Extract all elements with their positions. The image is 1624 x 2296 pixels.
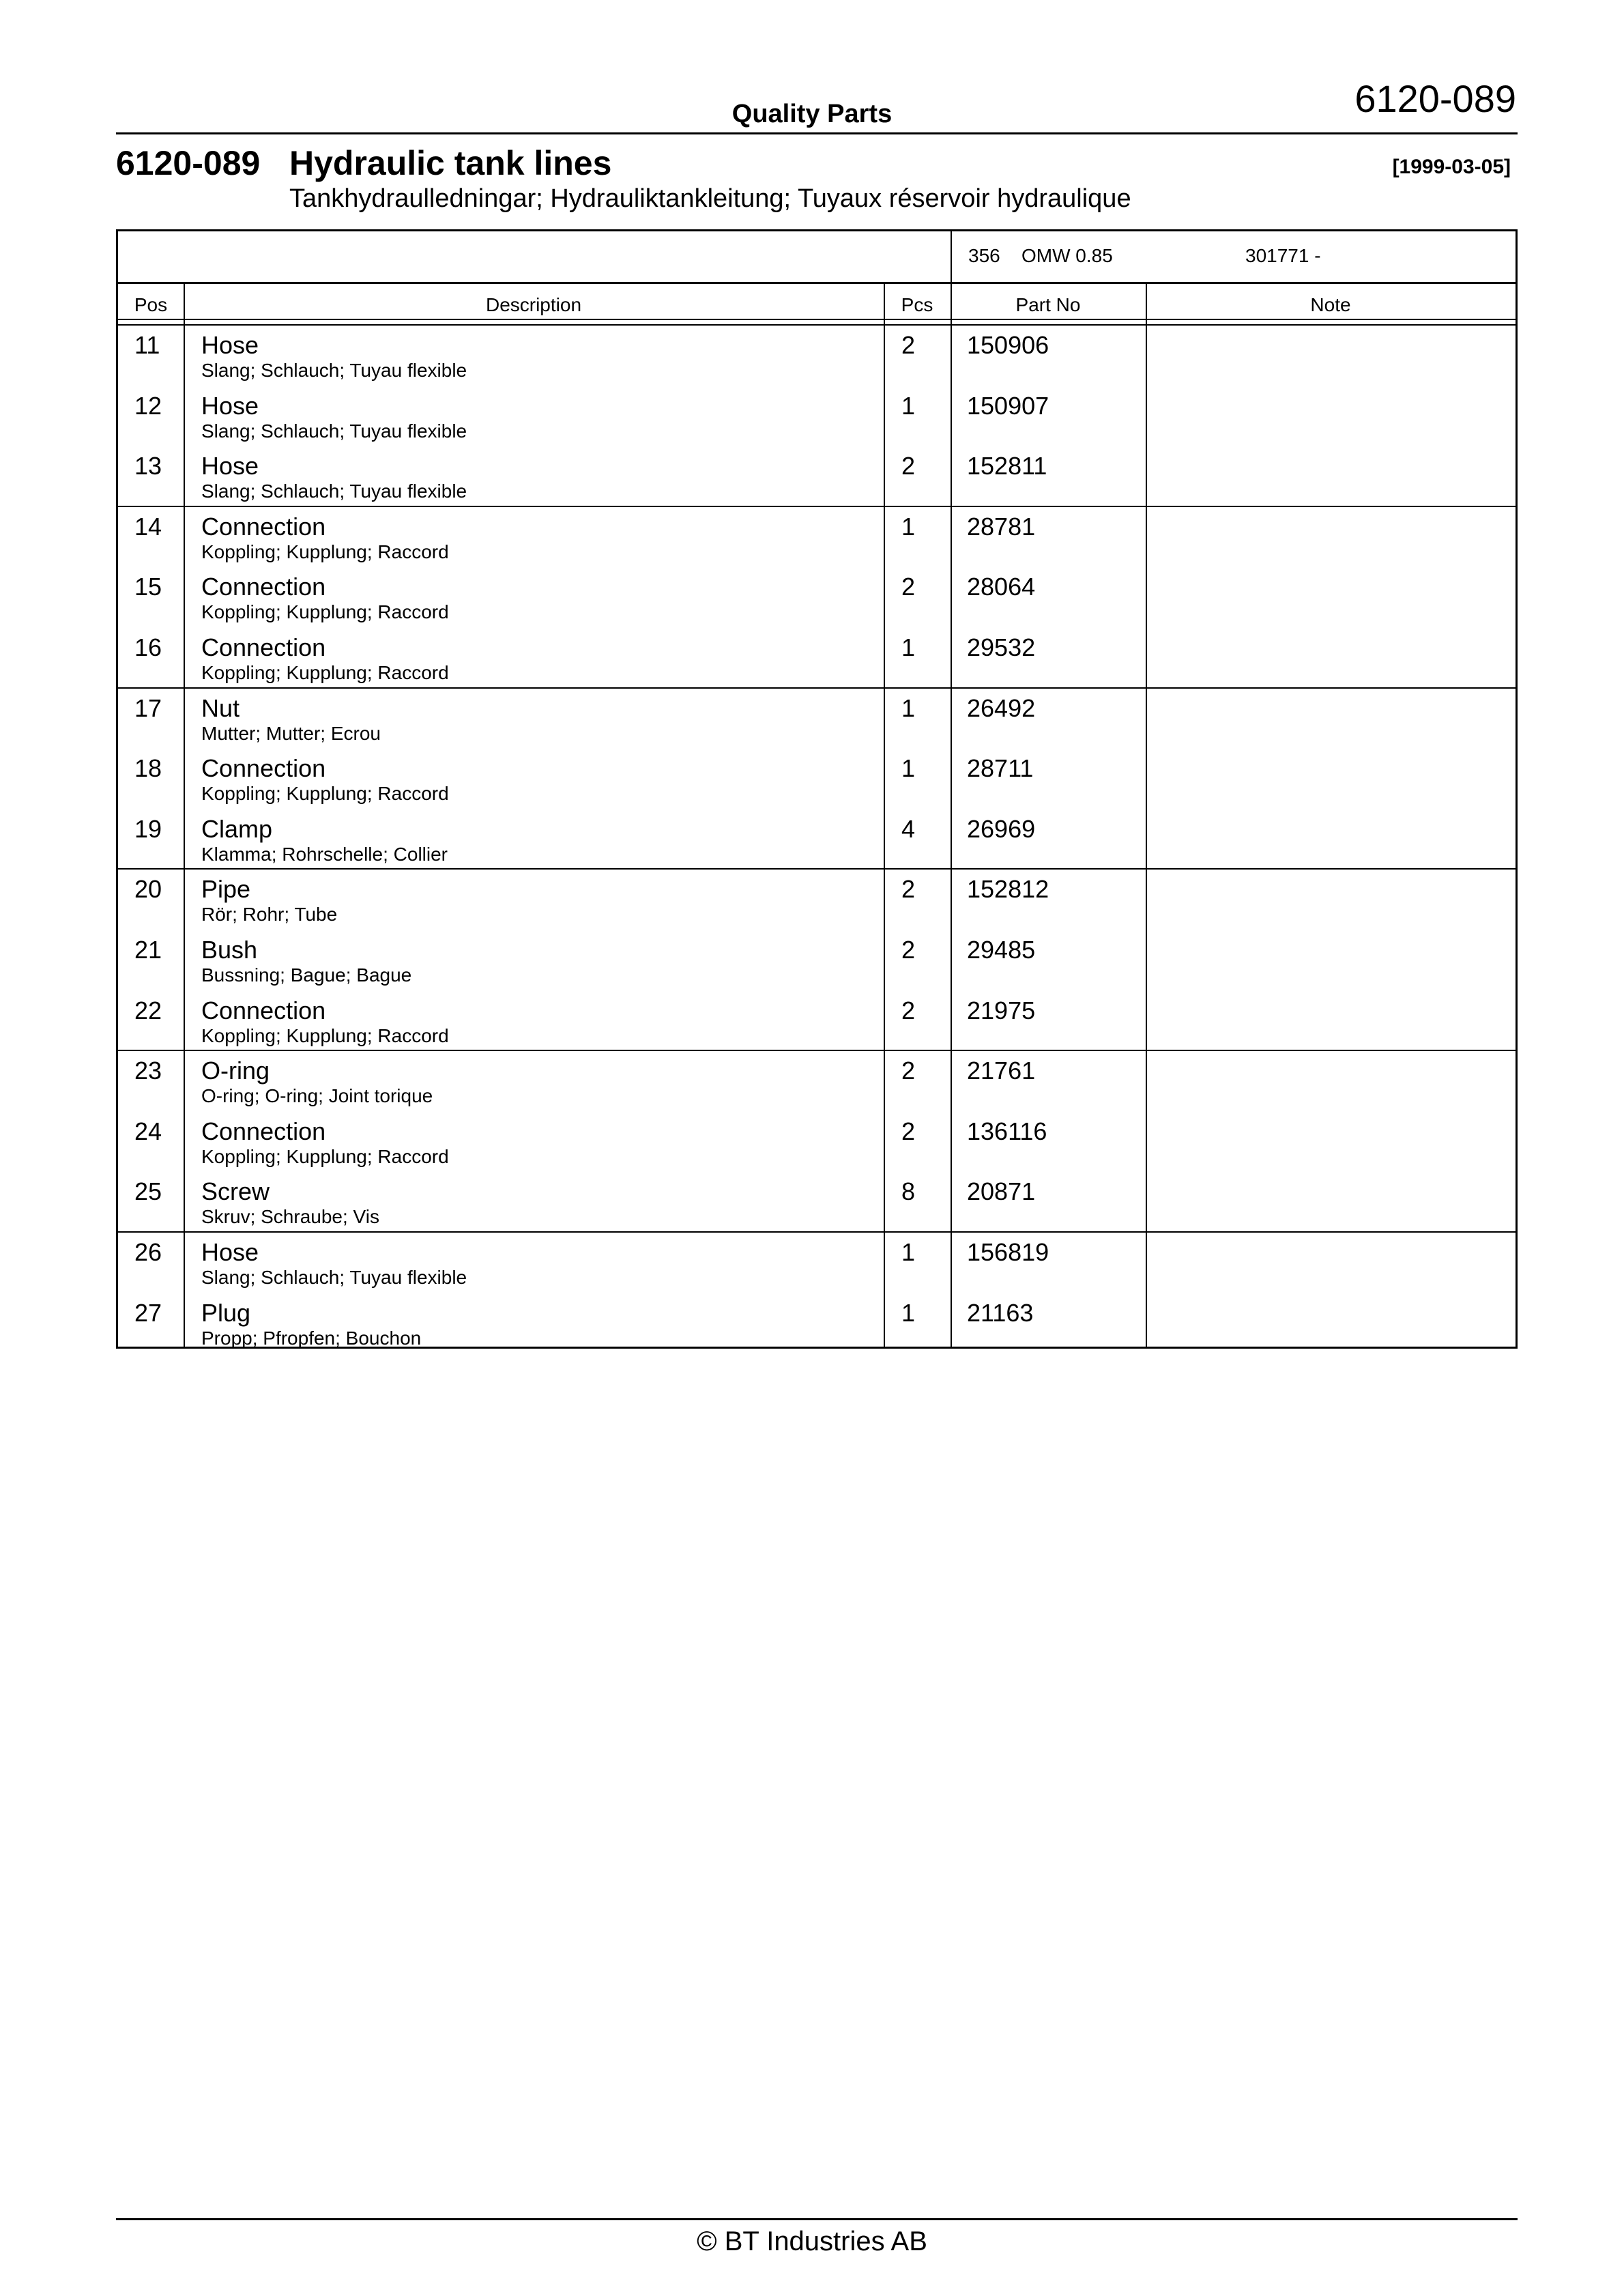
footer-rule (116, 2218, 1518, 2220)
column-header-pcs: Pcs (901, 294, 933, 315)
pos-cell: 26 (134, 1238, 162, 1266)
pos-cell: 16 (134, 633, 162, 661)
pos-cell: 11 (134, 331, 160, 359)
description-cell: Hose (201, 452, 259, 480)
pos-cell: 23 (134, 1057, 162, 1085)
description-translations: Slang; Schlauch; Tuyau flexible (201, 1267, 467, 1288)
part-no-cell: 29485 (967, 936, 1036, 964)
pos-cell: 15 (134, 573, 162, 601)
column-header-part-no: Part No (1015, 294, 1081, 315)
pcs-cell: 1 (901, 1238, 916, 1266)
pos-cell: 27 (134, 1298, 162, 1327)
pos-cell: 19 (134, 814, 162, 843)
description-translations: Koppling; Kupplung; Raccord (201, 1024, 449, 1046)
pcs-cell: 2 (901, 573, 916, 601)
description-cell: Clamp (201, 814, 273, 843)
description-translations: Skruv; Schraube; Vis (201, 1206, 379, 1228)
pcs-cell: 2 (901, 1057, 916, 1085)
col-divider-pos (184, 283, 185, 1349)
description-translations: Koppling; Kupplung; Raccord (201, 541, 449, 562)
pcs-cell: 1 (901, 693, 916, 722)
col-divider-partno (1146, 283, 1147, 1349)
section-date: [1999-03-05] (1392, 156, 1511, 178)
group-divider (118, 868, 1516, 870)
header-rule (116, 132, 1518, 134)
header-center-title: Quality Parts (731, 100, 893, 128)
pcs-cell: 2 (901, 1117, 916, 1145)
part-no-cell: 21163 (967, 1298, 1034, 1327)
pos-cell: 12 (134, 391, 162, 420)
description-cell: Plug (201, 1298, 251, 1327)
pos-cell: 13 (134, 452, 162, 480)
description-translations: Slang; Schlauch; Tuyau flexible (201, 360, 467, 381)
pos-cell: 22 (134, 996, 162, 1024)
description-cell: Hose (201, 331, 259, 359)
part-no-cell: 156819 (967, 1238, 1049, 1266)
pcs-cell: 1 (901, 1298, 916, 1327)
pos-cell: 20 (134, 875, 162, 904)
part-no-cell: 20871 (967, 1177, 1036, 1206)
description-translations: Rör; Rohr; Tube (201, 904, 338, 925)
description-cell: Connection (201, 573, 326, 601)
description-cell: Bush (201, 936, 258, 964)
col-divider-pcs (951, 283, 952, 1349)
description-translations: Mutter; Mutter; Ecrou (201, 722, 381, 744)
description-cell: Connection (201, 1117, 326, 1145)
column-header-description: Description (485, 294, 582, 315)
model-name: OMW 0.85 (1021, 245, 1113, 266)
parts-table (116, 229, 1518, 1349)
meta-divider (951, 231, 952, 282)
description-cell: Connection (201, 512, 326, 541)
part-no-cell: 150907 (967, 391, 1049, 420)
part-no-cell: 152812 (967, 875, 1049, 904)
description-translations: Propp; Pfropfen; Bouchon (201, 1327, 422, 1349)
pcs-cell: 8 (901, 1177, 916, 1206)
description-cell: Screw (201, 1177, 270, 1206)
part-no-cell: 26969 (967, 814, 1036, 843)
group-divider (118, 1231, 1516, 1233)
pos-cell: 24 (134, 1117, 162, 1145)
description-cell: Hose (201, 391, 259, 420)
part-no-cell: 29532 (967, 633, 1036, 661)
part-no-cell: 150906 (967, 331, 1049, 359)
pos-cell: 18 (134, 754, 162, 783)
header-doc-number: 6120-089 (1354, 77, 1516, 120)
part-no-cell: 136116 (967, 1117, 1047, 1145)
pcs-cell: 1 (901, 512, 916, 541)
description-cell: Pipe (201, 875, 251, 904)
description-cell: Hose (201, 1238, 259, 1266)
pcs-cell: 1 (901, 633, 916, 661)
section-title: Hydraulic tank lines (289, 144, 612, 182)
pcs-cell: 2 (901, 875, 916, 904)
pcs-cell: 2 (901, 331, 916, 359)
pcs-cell: 4 (901, 814, 916, 843)
part-no-cell: 21975 (967, 996, 1036, 1024)
pos-cell: 21 (134, 936, 162, 964)
description-translations: Slang; Schlauch; Tuyau flexible (201, 420, 467, 442)
description-translations: Slang; Schlauch; Tuyau flexible (201, 480, 467, 502)
description-cell: O-ring (201, 1057, 270, 1085)
pos-cell: 17 (134, 693, 162, 722)
description-translations: Klamma; Rohrschelle; Collier (201, 843, 448, 865)
header-rule-top (118, 319, 1516, 320)
part-no-cell: 28711 (967, 754, 1034, 783)
group-divider (118, 1050, 1516, 1051)
pcs-cell: 1 (901, 754, 916, 783)
description-translations: Koppling; Kupplung; Raccord (201, 1145, 449, 1167)
part-no-cell: 152811 (967, 452, 1047, 480)
section-subtitle: Tankhydraulledningar; Hydrauliktankleitung; Tuyaux réservoir hydraulique (289, 184, 1131, 213)
pcs-cell: 2 (901, 936, 916, 964)
description-translations: Koppling; Kupplung; Raccord (201, 601, 449, 623)
part-no-cell: 21761 (967, 1057, 1036, 1085)
meta-rule (118, 282, 1516, 284)
pos-cell: 25 (134, 1177, 162, 1206)
group-divider (118, 506, 1516, 507)
description-translations: Bussning; Bague; Bague (201, 964, 412, 986)
part-no-cell: 26492 (967, 693, 1036, 722)
model-code: 356 (968, 245, 1000, 266)
description-translations: Koppling; Kupplung; Raccord (201, 783, 449, 805)
column-header-note: Note (1310, 294, 1351, 315)
header-rule-bottom (118, 324, 1516, 326)
footer-copyright: © BT Industries AB (697, 2226, 927, 2256)
part-no-cell: 28781 (967, 512, 1036, 541)
description-cell: Connection (201, 754, 326, 783)
description-cell: Connection (201, 633, 326, 661)
pos-cell: 14 (134, 512, 162, 541)
section-number: 6120-089 (116, 144, 261, 182)
pcs-cell: 2 (901, 452, 916, 480)
group-divider (118, 687, 1516, 689)
pcs-cell: 1 (901, 391, 916, 420)
description-cell: Nut (201, 693, 240, 722)
part-no-cell: 28064 (967, 573, 1036, 601)
description-translations: Koppling; Kupplung; Raccord (201, 662, 449, 683)
serial-number: 301771 - (1245, 245, 1321, 266)
pcs-cell: 2 (901, 996, 916, 1024)
description-translations: O-ring; O-ring; Joint torique (201, 1085, 433, 1107)
column-header-pos: Pos (134, 294, 168, 315)
description-cell: Connection (201, 996, 326, 1024)
col-divider-desc (884, 283, 885, 1349)
